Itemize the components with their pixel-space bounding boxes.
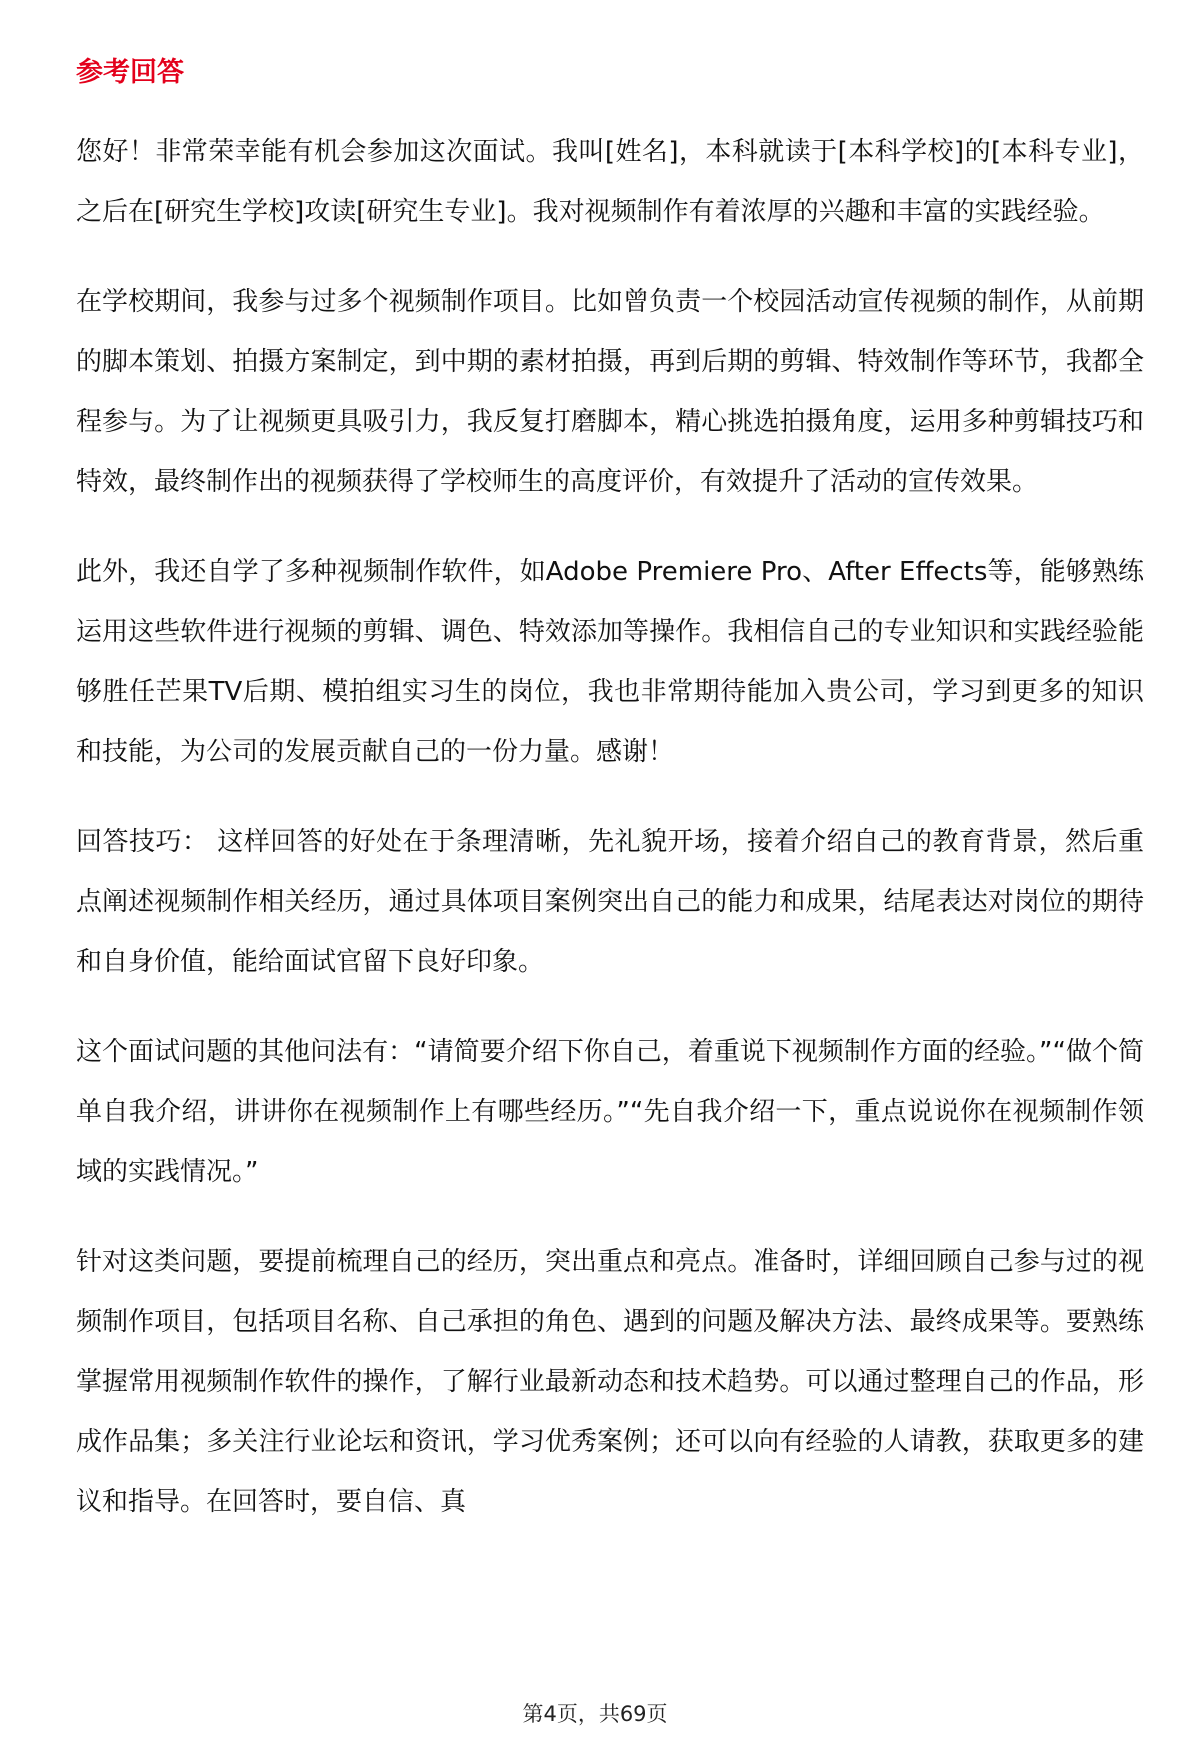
paragraph-preparation: 针对这类问题，要提前梳理自己的经历，突出重点和亮点。准备时，详细回顾自己参与过的视频制作项目，包括项目名称、自己承担的角色、遇到的问题及解决方法、最终成果等。要熟练掌握常用视频制作软件的操作，了解行业最新动态和技术趋势。可以通过整理自己的作品，形成作品集；多关注行业论坛和资讯，学习优秀案例；还可以向有经验的人请教，获取更多的建议和指导。在回答时，要自信、真 (76, 1247, 1144, 1517)
paragraph-intro: 您好！非常荣幸能有机会参加这次面试。我叫[姓名]，本科就读于[本科学校]的[本科专业]，之后在[研究生学校]攻读[研究生专业]。我对视频制作有着浓厚的兴趣和丰富的实践经验。 (76, 137, 1144, 227)
answer-body (76, 122, 1144, 1562)
paragraph-skills: 此外，我还自学了多种视频制作软件，如Adobe Premiere Pro、After Effects等，能够熟练运用这些软件进行视频的剪辑、调色、特效添加等操作。我相信自己的专业知识和实践经验能够胜任芒果TV后期、模拍组实习生的岗位，我也非常期待能加入贵公司，学习到更多的知识和技能，为公司的发展贡献自己的一份力量。感谢！ (76, 557, 1144, 767)
page-number: 第4页，共69页 (522, 1702, 668, 1726)
section-title: 参考回答 (76, 57, 184, 88)
paragraph-alt-questions: 这个面试问题的其他问法有：“请简要介绍下你自己，着重说下视频制作方面的经验。”“做个简单自我介绍，讲讲你在视频制作上有哪些经历。”“先自我介绍一下，重点说说你在视频制作领域的实践情况。” (76, 1037, 1144, 1187)
paragraph-experience: 在学校期间，我参与过多个视频制作项目。比如曾负责一个校园活动宣传视频的制作，从前期的脚本策划、拍摄方案制定，到中期的素材拍摄，再到后期的剪辑、特效制作等环节，我都全程参与。为了让视频更具吸引力，我反复打磨脚本，精心挑选拍摄角度，运用多种剪辑技巧和特效，最终制作出的视频获得了学校师生的高度评价，有效提升了活动的宣传效果。 (76, 287, 1144, 497)
paragraph-tips: 回答技巧： 这样回答的好处在于条理清晰，先礼貌开场，接着介绍自己的教育背景，然后重点阐述视频制作相关经历，通过具体项目案例突出自己的能力和成果，结尾表达对岗位的期待和自身价值，能给面试官留下良好印象。 (76, 827, 1144, 977)
